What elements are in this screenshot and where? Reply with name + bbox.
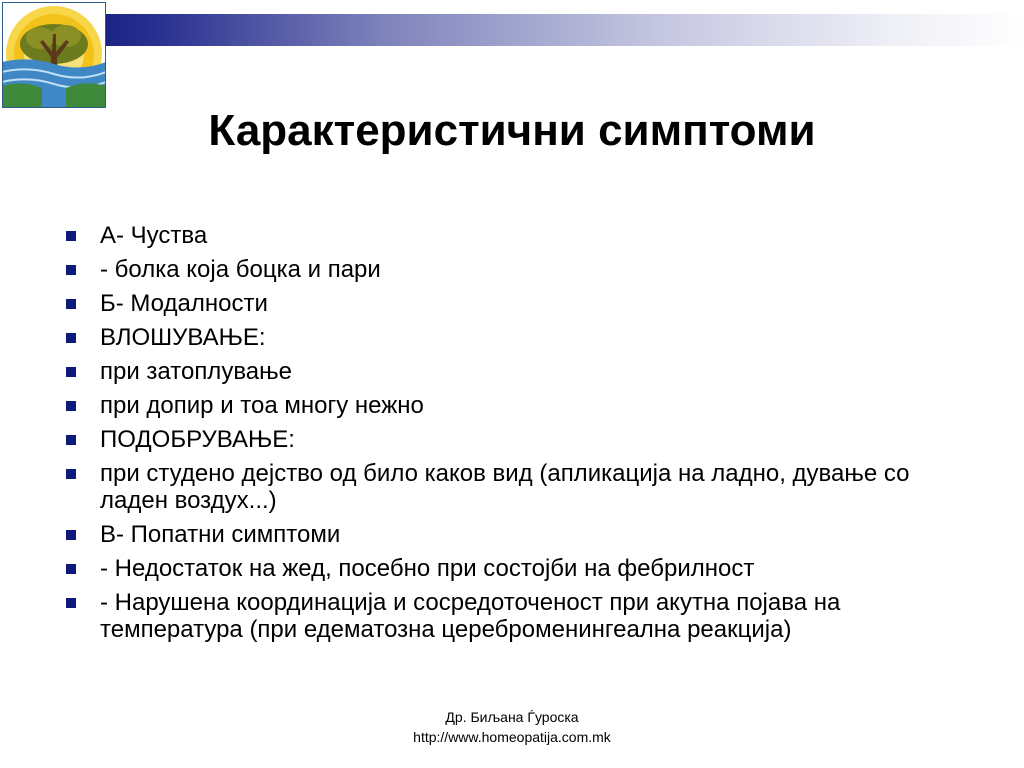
square-bullet-icon bbox=[66, 367, 76, 377]
square-bullet-icon bbox=[66, 435, 76, 445]
list-item-text: при студено дејство од било каков вид (апликација на ладно, дување со ладен воздух...) bbox=[100, 460, 910, 514]
list-item-text: - Нарушена координација и сосредоточеност при акутна појава на температура (при едематозна цереброменингеална реакција) bbox=[100, 589, 841, 643]
square-bullet-icon bbox=[66, 231, 76, 241]
list-item-text: В- Попатни симптоми bbox=[100, 521, 341, 548]
list-item bbox=[60, 392, 980, 419]
square-bullet-icon bbox=[66, 265, 76, 275]
list-item bbox=[60, 521, 980, 548]
header-gradient-bar bbox=[105, 14, 1024, 46]
list-item-text: А- Чуства bbox=[100, 222, 208, 249]
footer-url: http://www.homeopatija.com.mk bbox=[413, 729, 611, 745]
list-item-text: - Недостаток на жед, посебно при состојби на фебрилност bbox=[100, 555, 755, 582]
list-item-text: при допир и тоа многу нежно bbox=[100, 392, 424, 419]
square-bullet-icon bbox=[66, 299, 76, 309]
square-bullet-icon bbox=[66, 598, 76, 608]
tree-logo-icon bbox=[2, 2, 106, 108]
symptom-list bbox=[60, 222, 980, 650]
list-item-text: Б- Модалности bbox=[100, 290, 268, 317]
list-item bbox=[60, 426, 980, 453]
list-item-text: - болка која боцка и пари bbox=[100, 256, 381, 283]
list-item bbox=[60, 256, 980, 283]
list-item bbox=[60, 358, 980, 385]
list-item-text: при затоплување bbox=[100, 358, 292, 385]
list-item bbox=[60, 324, 980, 351]
square-bullet-icon bbox=[66, 401, 76, 411]
list-item-text: ВЛОШУВАЊЕ: bbox=[100, 324, 266, 351]
footer bbox=[362, 707, 662, 747]
slide-title: Карактеристични симптоми bbox=[208, 106, 816, 155]
square-bullet-icon bbox=[66, 333, 76, 343]
list-item-text: ПОДОБРУВАЊЕ: bbox=[100, 426, 295, 453]
list-item bbox=[60, 555, 980, 582]
list-item bbox=[60, 290, 980, 317]
list-item bbox=[60, 589, 980, 643]
square-bullet-icon bbox=[66, 469, 76, 479]
square-bullet-icon bbox=[66, 564, 76, 574]
list-item bbox=[60, 222, 980, 249]
footer-author: Др. Биљана Ѓуроска bbox=[445, 709, 579, 725]
list-item bbox=[60, 460, 980, 514]
square-bullet-icon bbox=[66, 530, 76, 540]
